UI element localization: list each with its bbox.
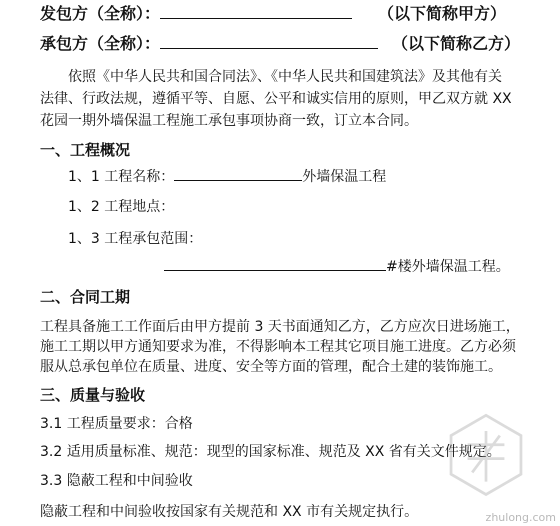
party-a-blank: [160, 17, 352, 19]
watermark-text: zhulong.com: [485, 511, 556, 524]
section-2-line-1: 工程具备施工工作面后由甲方提前 3 天书面通知乙方，乙方应次日进场施工，: [40, 319, 520, 335]
section-1-heading: 一、工程概况: [40, 141, 131, 159]
item-1-2: 1、2 工程地点：: [68, 199, 175, 215]
section-2-heading: 二、合同工期: [40, 288, 131, 306]
party-b-suffix: （以下简称乙方）: [392, 34, 521, 53]
section-2-line-3: 服从总承包单位在质量、进度、安全等方面的管理，配合土建的装饰施工。: [40, 359, 502, 375]
section-2-line-2: 施工工期以甲方通知要求为准，不得影响本工程其它项目施工进度。乙方必须: [40, 339, 516, 355]
item-1-3-blank: [164, 269, 386, 271]
party-a-row: [40, 4, 352, 24]
party-b-row: [40, 34, 378, 54]
intro-line-2: 法律、行政法规，遵循平等、自愿、公平和诚实信用的原则，甲乙双方就 XX: [40, 91, 512, 107]
item-1-1-blank: [174, 179, 302, 181]
item-1-1-label: 1、1 工程名称：: [68, 169, 175, 185]
intro-line-3: 花园一期外墙保温工程施工承包事项协商一致，订立本合同。: [40, 113, 418, 129]
item-1-3: [164, 258, 510, 276]
item-3-3: 3.3 隐蔽工程和中间验收: [40, 473, 193, 489]
intro-line-1: 依照《中华人民共和国合同法》、《中华人民共和国建筑法》及其他有关: [68, 69, 502, 85]
item-3-1: 3.1 工程质量要求：合格: [40, 416, 193, 432]
item-3-3-text: 隐蔽工程和中间验收按国家有关规范和 XX 市有关规定执行。: [40, 504, 419, 520]
item-1-1-value: 外墙保温工程: [302, 169, 387, 185]
party-b-label: 承包方（全称）：: [40, 34, 161, 53]
party-a-label: 发包方（全称）：: [40, 4, 161, 23]
zhulong-logo-watermark: [440, 408, 532, 500]
item-1-3-label: 1、3 工程承包范围：: [68, 231, 203, 247]
item-1-1: [68, 168, 386, 186]
party-a-suffix: （以下简称甲方）: [378, 4, 507, 23]
section-3-heading: 三、质量与验收: [40, 386, 146, 404]
item-3-2: 3.2 适用质量标准、规范：现型的国家标准、规范及 XX 省有关文件规定。: [40, 444, 501, 460]
party-b-blank: [160, 47, 378, 49]
item-1-3-value: #楼外墙保温工程。: [386, 259, 510, 275]
